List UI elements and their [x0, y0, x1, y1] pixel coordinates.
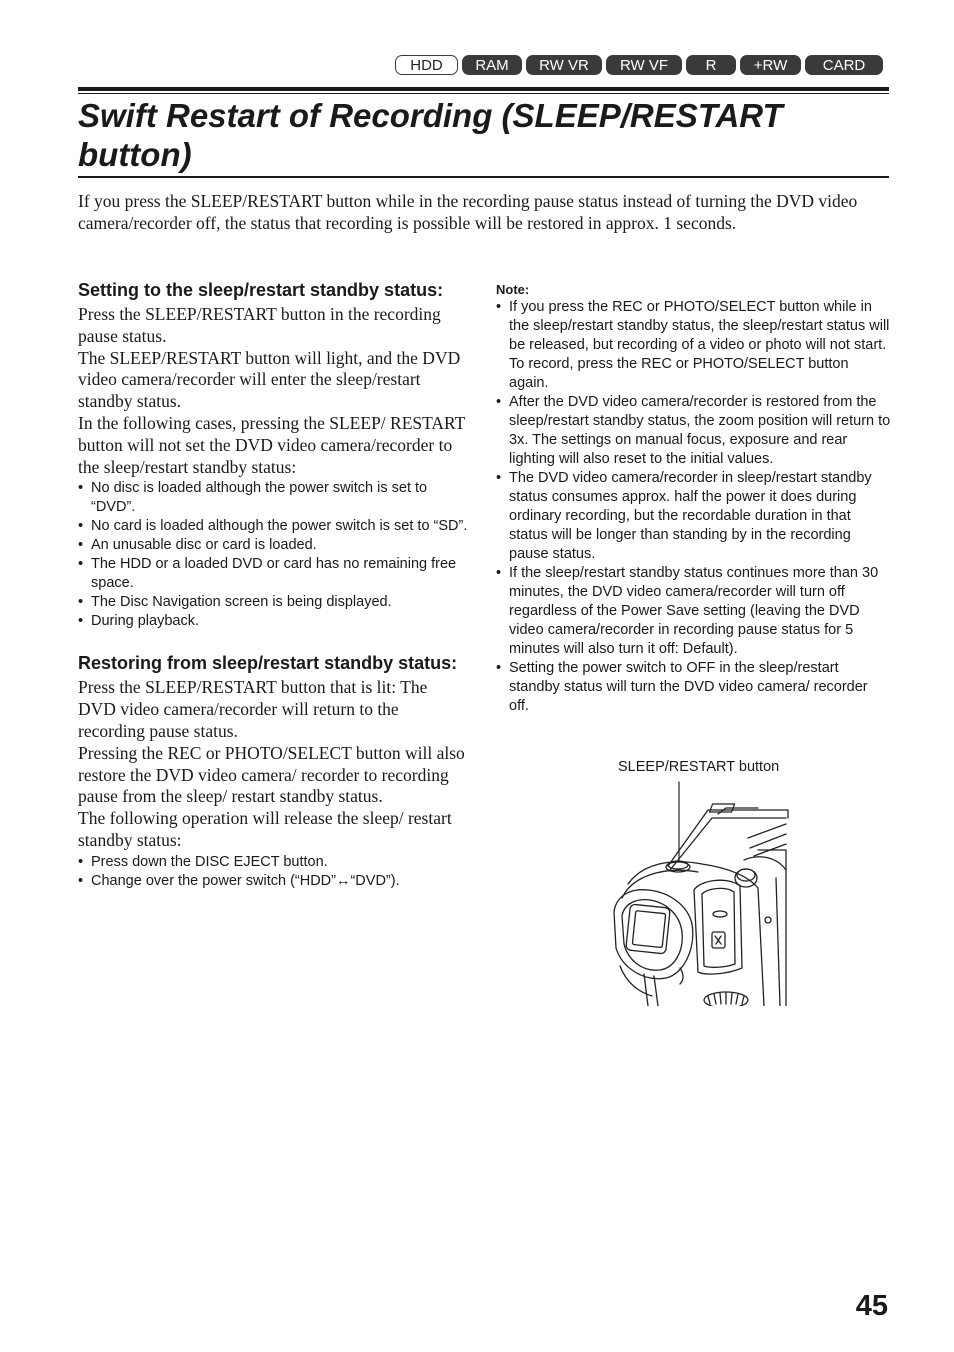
- body-paragraph: Pressing the REC or PHOTO/SELECT button will also restore the DVD video camera/ recorder to recording pause from the sleep/ restart standby status.: [78, 742, 465, 807]
- section-heading: Restoring from sleep/restart standby status:: [78, 653, 458, 674]
- title-top-rule: [78, 87, 889, 91]
- media-tab-plus-rw: +RW: [740, 55, 801, 75]
- title-top-rule-thin: [78, 93, 889, 94]
- note-item: • If the sleep/restart standby status continues more than 30 minutes, the DVD video camera/recorder will turn off regardless of the Power Save setting (leaving the DVD video camera/recorder in recording pause status for 5 minutes will also turn it off: Default).: [496, 564, 891, 659]
- media-tab-ram: RAM: [462, 55, 522, 75]
- page-title: Swift Restart of Recording (SLEEP/RESTART button): [78, 97, 783, 173]
- list-item: • No card is loaded although the power switch is set to “SD”.: [78, 517, 468, 536]
- page-number: 45: [855, 1290, 888, 1322]
- title-bottom-rule: [78, 176, 889, 178]
- body-paragraph: In the following cases, pressing the SLEEP/ RESTART button will not set the DVD video camera/recorder to the sleep/restart standby status:: [78, 412, 466, 477]
- note-list: [496, 298, 891, 716]
- media-tab-card: CARD: [805, 55, 883, 75]
- release-operation-list: [78, 853, 468, 891]
- section-body: [78, 677, 468, 851]
- media-tab-rw-vr: RW VR: [526, 55, 602, 75]
- right-column: [496, 282, 891, 716]
- camcorder-illustration: [608, 778, 792, 1006]
- note-label: Note:: [496, 282, 530, 297]
- section-restoring-standby: [78, 652, 468, 890]
- list-item: • Press down the DISC EJECT button.: [78, 853, 468, 872]
- note-item: • If you press the REC or PHOTO/SELECT button while in the sleep/restart standby status, the sleep/restart status will be released, but recording of a video or photo will not start. To record, press the REC or PHOTO/SELECT button again.: [496, 298, 891, 393]
- body-paragraph: Press the SLEEP/RESTART button that is lit: The DVD video camera/recorder will return to the recording pause status.: [78, 677, 428, 741]
- body-paragraph: The SLEEP/RESTART button will light, and the DVD video camera/recorder will enter the sleep/restart standby status.: [78, 347, 461, 412]
- intro-paragraph: If you press the SLEEP/RESTART button while in the recording pause status instead of turning the DVD video camera/recorder off, the status that recording is possible will be restored in approx. 1 seconds.: [78, 191, 858, 234]
- body-paragraph: Press the SLEEP/RESTART button in the recording pause status.: [78, 304, 441, 346]
- section-heading: Setting to the sleep/restart standby status:: [78, 280, 444, 300]
- list-item: • Change over the power switch (“HDD”↔“DVD”).: [78, 872, 468, 891]
- left-column: [78, 279, 468, 891]
- media-tab-r: R: [686, 55, 736, 75]
- body-paragraph: The following operation will release the sleep/ restart standby status:: [78, 808, 452, 850]
- section-setting-standby: [78, 279, 468, 631]
- condition-list: [78, 479, 468, 631]
- list-item: • The Disc Navigation screen is being displayed.: [78, 593, 468, 612]
- list-item: • During playback.: [78, 612, 468, 631]
- media-tab-hdd: HDD: [395, 55, 458, 75]
- note-item: • After the DVD video camera/recorder is restored from the sleep/restart standby status, the zoom position will return to 3x. The settings on manual focus, exposure and rear lighting will also reset to the initial values.: [496, 393, 891, 469]
- illustration-caption: SLEEP/RESTART button: [618, 759, 780, 775]
- list-item: • The HDD or a loaded DVD or card has no remaining free space.: [78, 555, 468, 593]
- media-tab-rw-vf: RW VF: [606, 55, 682, 75]
- note-item: • The DVD video camera/recorder in sleep/restart standby status consumes approx. half the power it does during ordinary recording, but the recordable duration in that status will be longer than standing by in the recording pause status.: [496, 469, 891, 564]
- section-body: [78, 304, 468, 478]
- list-item: • An unusable disc or card is loaded.: [78, 536, 468, 555]
- note-item: • Setting the power switch to OFF in the sleep/restart standby status will turn the DVD video camera/ recorder off.: [496, 659, 891, 716]
- media-tab-strip: [395, 55, 887, 75]
- list-item: • No disc is loaded although the power switch is set to “DVD”.: [78, 479, 468, 517]
